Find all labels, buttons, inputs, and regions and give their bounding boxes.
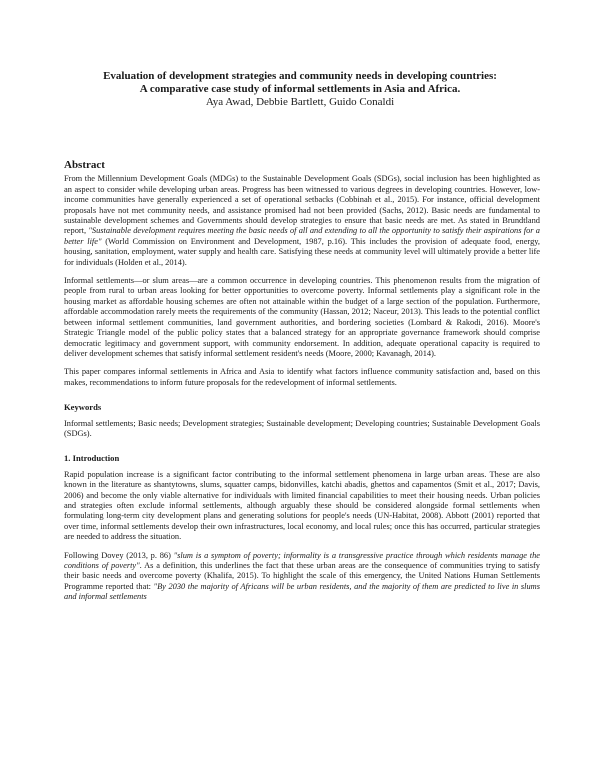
un-habitat-quote: "By 2030 the majority of Africans will be urban residents, and the majority of them are predicted to live in slums and informal settlements	[64, 581, 540, 602]
abstract-paragraph-3: This paper compares informal settlements in Africa and Asia to identify what factors influence community satisfaction and, based on this makes, recommendations to inform future proposals for the redevelopment of informal settlements.	[64, 367, 540, 387]
keywords-text: Informal settlements; Basic needs; Development strategies; Sustainable development; Developing countries; Sustainable Development Goals (SDGs).	[64, 418, 540, 438]
paper-authors: Aya Awad, Debbie Bartlett, Guido Conaldi	[205, 96, 395, 108]
introduction-heading: 1. Introduction	[64, 453, 120, 464]
paper-title-line-2: A comparative case study of informal settlements in Asia and Africa.	[139, 83, 461, 95]
abstract-paragraph-1	[64, 174, 540, 268]
paper-body	[64, 160, 540, 611]
abstract-paragraph-2: Informal settlements—or slum areas—are a common occurrence in developing countries. This phenomenon results from the migration of people from rural to urban areas looking for better opportunities to overcome poverty. Informal settlements play a significant role in the housing market as affordable housing schemes are often not attainable within the budget of a large section of the population. Furthermore, affordable accommodation rarely meets the requirements of the community (Hassan, 2012; Naceur, 2013). This leads to the potential conflict between informal settlement communities, land government authorities, and bordering societies (Lombard & Rakodi, 2016). Moore's Strategic Triangle model of the public policy states that a balanced strategy for an appropriate governance framework should comprise democratic legitimacy and government support, with community endorsement. In addition, adequate operational capacity is required to deliver development schemes that satisfy informal settlement resident's needs (Moore, 2000; Kavanagh, 2014).	[64, 276, 540, 358]
paper-title-line-1: Evaluation of development strategies and community needs in developing countries:	[103, 70, 497, 82]
dovey-quote: "slum is a symptom of poverty; informality is a transgressive practice through which residents manage the conditions of poverty"	[64, 550, 541, 570]
intro-p2-text-b: . As a definition, this underlines the fact that these urban areas are the consequence of communities trying to satisfy their basic needs and overcome poverty (Khalifa, 2015). To highlight the scale of this emergency, the United Nations Human Settlements Programme reported that:	[64, 561, 540, 591]
title-block	[40, 70, 560, 109]
introduction-paragraph-2	[64, 551, 540, 603]
abstract-p1-text-a: From the Millennium Development Goals (MDGs) to the Sustainable Development Goals (SDGs), social inclusion has been highlighted as an aspect to consider while developing urban areas. Progress has been witnessed to various degrees in developing countries. However, low-income communities have generally experienced a set of operational setbacks (Cobbinah et al., 2015). For instance, official development proposals have not met community needs, and assistance promised had not been provided (Sachs, 2012). Basic needs are fundamental to sustainable development schemes and Governments should develop strategies to ensure that basic needs are met. As stated in Brundtland report,	[64, 174, 540, 236]
abstract-p1-text-b: (World Commission on Environment and Development, 1987, p.16). This includes the provision of adequate food, energy, housing, sanitation, employment, water supply and health care. Satisfying these needs at community level will ultimately provide a better life for individuals (Holden et al., 2014).	[64, 236, 540, 267]
introduction-paragraph-1: Rapid population increase is a significant factor contributing to the informal settlement phenomena in large urban areas. These are also known in the literature as shantytowns, slums, squatter camps, bidonvilles, katchi abadis, ghettos and capamentos (Smit et al., 2017; Davis, 2006) and become the only viable alternative for individuals with limited financial capabilities to meet their housing needs. Urban policies and strategies often exclude informal settlements, although arguably these should be considered alongside formal settlements when formulating long-term city development plans and generating solutions for people's needs (UN-Habitat, 2008). Abbott (2001) reported that over time, informal settlements develop their own infrastructures, local economy, and local rules; once this has occurred, particular strategies are needed to address the situation.	[64, 469, 540, 542]
abstract-heading: Abstract	[64, 159, 105, 171]
intro-p2-text-a: Following Dovey (2013, p. 86)	[64, 550, 174, 560]
brundtland-quote: "Sustainable development requires meeting the basic needs of all and extending to all the opportunity to satisfy their aspirations for a better life"	[64, 226, 540, 246]
keywords-heading: Keywords	[64, 402, 102, 413]
